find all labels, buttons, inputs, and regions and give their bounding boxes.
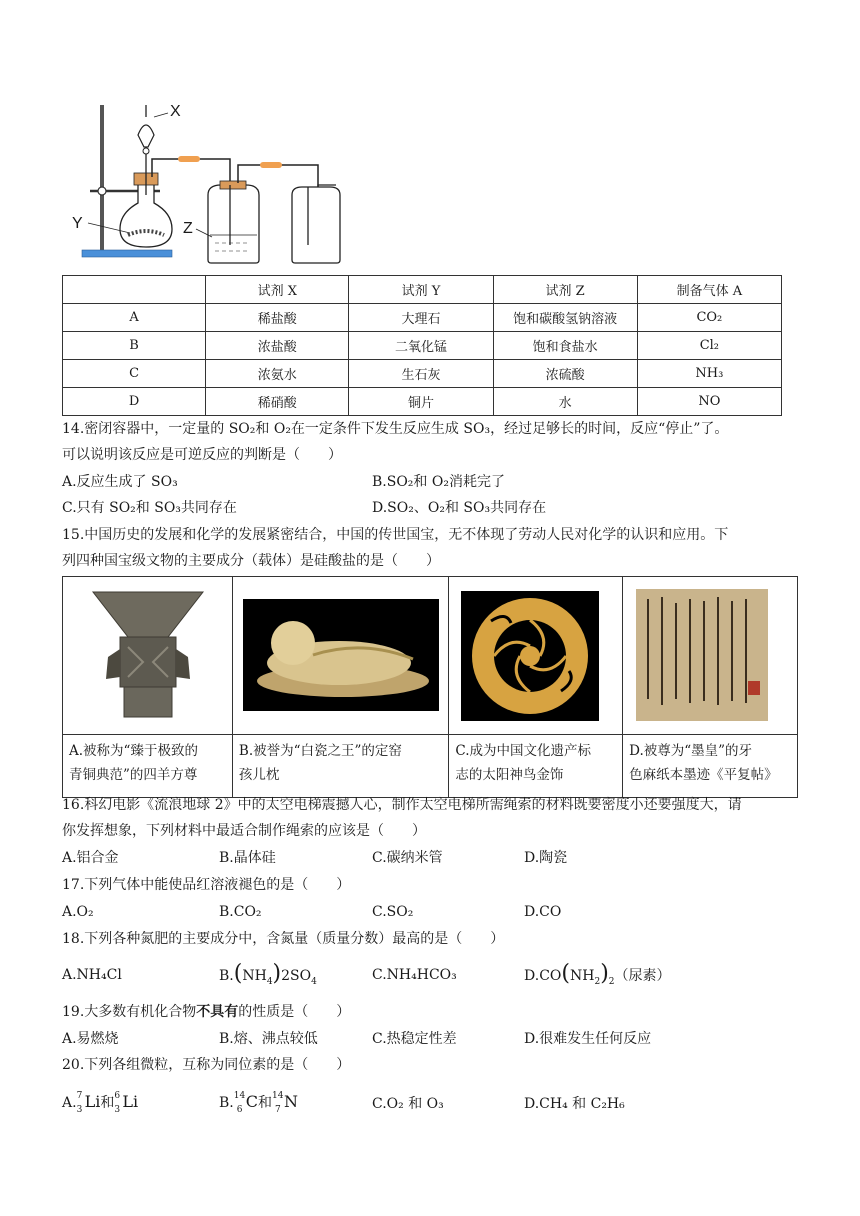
- q19-stem: [62, 1002, 350, 1022]
- q14-option-d: D.SO₂、O₂和 SO₃共同存在: [372, 500, 547, 516]
- table-cell: Cl₂: [637, 332, 781, 360]
- caption-line: D.被尊为“墨皇”的牙: [629, 743, 753, 759]
- q18-option-a: A.NH₄Cl: [62, 967, 122, 983]
- caption-line: 色麻纸本墨迹《平复帖》: [629, 767, 778, 783]
- table-cell: D: [63, 388, 206, 416]
- artifact-table: [62, 576, 798, 798]
- q17-stem: 17.下列气体中能使品红溶液褪色的是（ ）: [62, 877, 351, 893]
- table-cell: NH₃: [637, 360, 781, 388]
- q19-option-c: C.热稳定性差: [372, 1031, 457, 1047]
- artifact-caption-b: [232, 735, 449, 798]
- q18-option-d: [524, 958, 671, 998]
- artifact-image-cell: [63, 577, 233, 735]
- sun-bird-gold-image: [461, 591, 599, 721]
- q16-stem-line1: 16.科幻电影《流浪地球 2》中的太空电梯震撼人心，制作太空电梯所需绳索的材料既要密度小还要强度大，请: [62, 797, 742, 813]
- artifact-image-cell: [232, 577, 449, 735]
- table-cell: 二氧化锰: [349, 332, 493, 360]
- caption-line: 青铜典范”的四羊方尊: [69, 767, 198, 783]
- q20-option-b: [219, 1090, 298, 1115]
- q15-stem-line1: 15.中国历史的发展和化学的发展紧密结合，中国的传世国宝，无不体现了劳动人民对化学的认识和应用。下: [62, 527, 729, 543]
- q14-stem-line1: 14.密闭容器中，一定量的 SO₂和 O₂在一定条件下发生反应生成 SO₃，经过足够长的时间，反应“停止”了。: [62, 421, 729, 437]
- caption-line: B.被誉为“白瓷之王”的定窑: [238, 743, 402, 759]
- q14-option-c: C.只有 SO₂和 SO₃共同存在: [62, 500, 237, 516]
- table-cell: C: [63, 360, 206, 388]
- caption-line: C.成为中国文化遗产标: [455, 743, 592, 759]
- table-row: [63, 360, 782, 388]
- table-header-cell: 制备气体 A: [637, 276, 781, 304]
- ammonium-sulfate-formula: $(NH_4)2SO_4$: [233, 961, 317, 987]
- q18-option-b: [219, 958, 317, 998]
- q20-stem: 20.下列各组微粒，互称为同位素的是（ ）: [62, 1057, 351, 1073]
- urea-formula: $CO(NH_2)_2$: [539, 961, 615, 987]
- table-cell: A: [63, 304, 206, 332]
- q14-option-b: B.SO₂和 O₂消耗完了: [372, 474, 505, 490]
- table-cell: 稀硝酸: [206, 388, 349, 416]
- table-cell: 浓硫酸: [493, 360, 637, 388]
- table-cell: 稀盐酸: [206, 304, 349, 332]
- artifact-caption-row: [63, 735, 798, 798]
- q18-option-d-prefix: D.: [524, 968, 540, 984]
- table-header-cell: 试剂 Z: [493, 276, 637, 304]
- bronze-zun-image: [88, 587, 208, 725]
- table-cell: CO₂: [637, 304, 781, 332]
- table-cell: 浓盐酸: [206, 332, 349, 360]
- q17-option-d: D.CO: [524, 904, 562, 920]
- q19-stem-bold: 不具有: [196, 1004, 239, 1020]
- table-cell: B: [63, 332, 206, 360]
- table-cell: 大理石: [349, 304, 493, 332]
- q20-option-a-prefix: A.: [62, 1095, 77, 1111]
- q20-option-d: D.CH₄ 和 C₂H₆: [524, 1096, 625, 1112]
- nitrogen-14-isotope: 14 7 N: [272, 1091, 298, 1115]
- q18-option-b-prefix: B.: [219, 968, 234, 984]
- q20-option-c: C.O₂ 和 O₃: [372, 1096, 444, 1112]
- table-cell: 生石灰: [349, 360, 493, 388]
- q17-option-a: A.O₂: [62, 904, 94, 920]
- table-cell: 铜片: [349, 388, 493, 416]
- table-row: [63, 332, 782, 360]
- artifact-caption-a: [63, 735, 233, 798]
- table-cell: 浓氨水: [206, 360, 349, 388]
- q15-stem-line2: 列四种国宝级文物的主要成分（载体）是硅酸盐的是（ ）: [62, 553, 440, 569]
- artifact-image-row: [63, 577, 798, 735]
- table-row: [63, 304, 782, 332]
- artifact-caption-c: [449, 735, 623, 798]
- q14-stem-line2: 可以说明该反应是可逆反应的判断是（ ）: [62, 447, 342, 463]
- table-row: [63, 388, 782, 416]
- q18-stem: 18.下列各种氮肥的主要成分中，含氮量（质量分数）最高的是（ ）: [62, 931, 505, 947]
- table-header-row: [63, 276, 782, 304]
- lithium-7-isotope: 7 3 Li: [76, 1091, 101, 1115]
- table-header-cell: [63, 276, 206, 304]
- table-header-cell: 试剂 Y: [349, 276, 493, 304]
- q16-option-b: B.晶体硅: [219, 850, 276, 866]
- table-header-cell: 试剂 X: [206, 276, 349, 304]
- table-cell: 水: [493, 388, 637, 416]
- caption-line: 孩儿枕: [238, 767, 280, 783]
- q19-option-d: D.很难发生任何反应: [524, 1031, 652, 1047]
- artifact-image-cell: [623, 577, 798, 735]
- porcelain-pillow-image: [243, 599, 439, 711]
- q20-option-b-mid: 和: [258, 1095, 272, 1111]
- q19-stem-post: 的性质是（ ）: [238, 1004, 351, 1020]
- reagent-table: [62, 275, 782, 416]
- q20-option-a-mid: 和: [100, 1095, 115, 1111]
- q19-option-a: A.易燃烧: [62, 1031, 119, 1047]
- q17-option-c: C.SO₂: [372, 904, 414, 920]
- q16-option-c: C.碳纳米管: [372, 850, 443, 866]
- caption-line: 志的太阳神鸟金饰: [455, 767, 564, 783]
- q17-option-b: B.CO₂: [219, 904, 262, 920]
- q20-option-b-prefix: B.: [219, 1095, 234, 1111]
- gas-apparatus-diagram: [60, 95, 350, 265]
- q14-option-a: A.反应生成了 SO₃: [62, 474, 178, 490]
- lithium-6-isotope: 6 3 Li: [114, 1091, 139, 1115]
- q18-option-c: C.NH₄HCO₃: [372, 967, 457, 983]
- table-cell: 饱和碳酸氢钠溶液: [493, 304, 637, 332]
- carbon-14-isotope: 14 6 C: [233, 1091, 258, 1115]
- q19-stem-pre: 19.大多数有机化合物: [62, 1004, 197, 1020]
- q16-stem-line2: 你发挥想象，下列材料中最适合制作绳索的应该是（ ）: [62, 823, 426, 839]
- caption-line: A.被称为“臻于极致的: [69, 743, 198, 759]
- label-y: Y: [72, 215, 83, 232]
- table-cell: NO: [637, 388, 781, 416]
- q19-option-b: B.熔、沸点较低: [219, 1031, 318, 1047]
- artifact-caption-d: [623, 735, 798, 798]
- q20-option-a: [62, 1090, 138, 1115]
- label-x: X: [170, 103, 181, 120]
- label-z: Z: [183, 220, 193, 237]
- calligraphy-scroll-image: [636, 589, 768, 721]
- artifact-image-cell: [449, 577, 623, 735]
- table-cell: 饱和食盐水: [493, 332, 637, 360]
- q18-option-d-suffix: （尿素）: [614, 968, 671, 984]
- q16-option-a: A.铝合金: [62, 850, 119, 866]
- q16-option-d: D.陶瓷: [524, 850, 568, 866]
